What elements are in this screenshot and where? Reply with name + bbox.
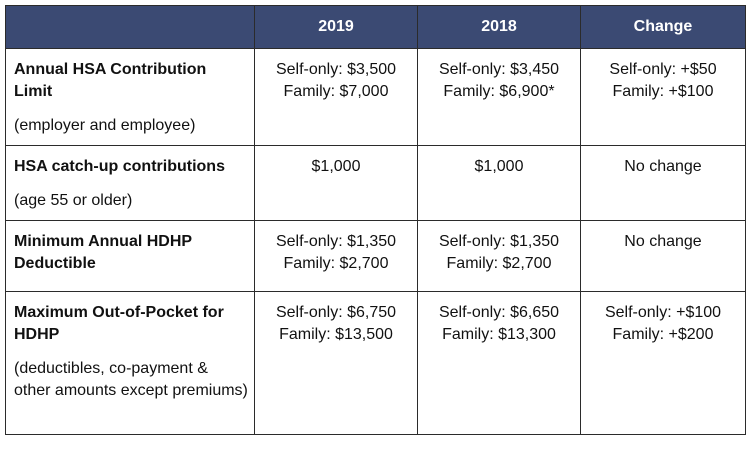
cell-2019 (255, 221, 418, 292)
cell-2018 (418, 146, 581, 221)
value-line: $1,000 (311, 158, 361, 175)
table-row (6, 292, 746, 435)
table-row (6, 146, 746, 221)
cell-2019 (255, 49, 418, 146)
value-line: Self-only: $6,650 (438, 304, 560, 321)
row-title: HSA catch-up contributions (14, 158, 225, 175)
value-line: Family: $7,000 (283, 83, 389, 100)
row-label (6, 292, 255, 435)
cell-change (581, 221, 746, 292)
row-note: (employer and employee) (14, 117, 196, 134)
header-2019: 2019 (255, 6, 418, 49)
row-label (6, 49, 255, 146)
row-label (6, 221, 255, 292)
value-line: Self-only: $3,450 (438, 61, 560, 78)
value-line: Self-only: $3,500 (275, 61, 397, 78)
value-line: Family: $13,500 (279, 326, 393, 343)
cell-change (581, 146, 746, 221)
row-title: Maximum Out-of-Pocket for HDHP (14, 304, 224, 343)
cell-2018 (418, 292, 581, 435)
row-title: Minimum Annual HDHP Deductible (14, 233, 192, 272)
cell-2018 (418, 49, 581, 146)
row-title: Annual HSA Contribution Limit (14, 61, 207, 100)
value-line: Self-only: $1,350 (275, 233, 397, 250)
cell-2019 (255, 292, 418, 435)
value-line: Family: $2,700 (446, 255, 552, 272)
value-line: Self-only: $1,350 (438, 233, 560, 250)
row-label (6, 146, 255, 221)
value-line: No change (624, 233, 702, 250)
table-row (6, 221, 746, 292)
header-change: Change (581, 6, 746, 49)
row-note: (age 55 or older) (14, 192, 133, 209)
cell-change (581, 49, 746, 146)
value-line: Self-only: +$100 (604, 304, 722, 321)
header-2018: 2018 (418, 6, 581, 49)
header-empty-cell (6, 6, 255, 49)
header-row (6, 6, 746, 49)
value-line: Family: $2,700 (283, 255, 389, 272)
row-note: (deductibles, co-payment & other amounts except premiums) (14, 360, 248, 399)
value-line: Family: +$200 (612, 326, 714, 343)
value-line: Self-only: +$50 (609, 61, 717, 78)
value-line: Family: +$100 (612, 83, 714, 100)
value-line: Family: $13,300 (442, 326, 556, 343)
value-line: Family: $6,900* (443, 83, 555, 100)
value-line: $1,000 (474, 158, 524, 175)
table-row (6, 49, 746, 146)
cell-change (581, 292, 746, 435)
value-line: No change (624, 158, 702, 175)
value-line: Self-only: $6,750 (275, 304, 397, 321)
hsa-limits-table (5, 5, 746, 435)
cell-2019 (255, 146, 418, 221)
cell-2018 (418, 221, 581, 292)
